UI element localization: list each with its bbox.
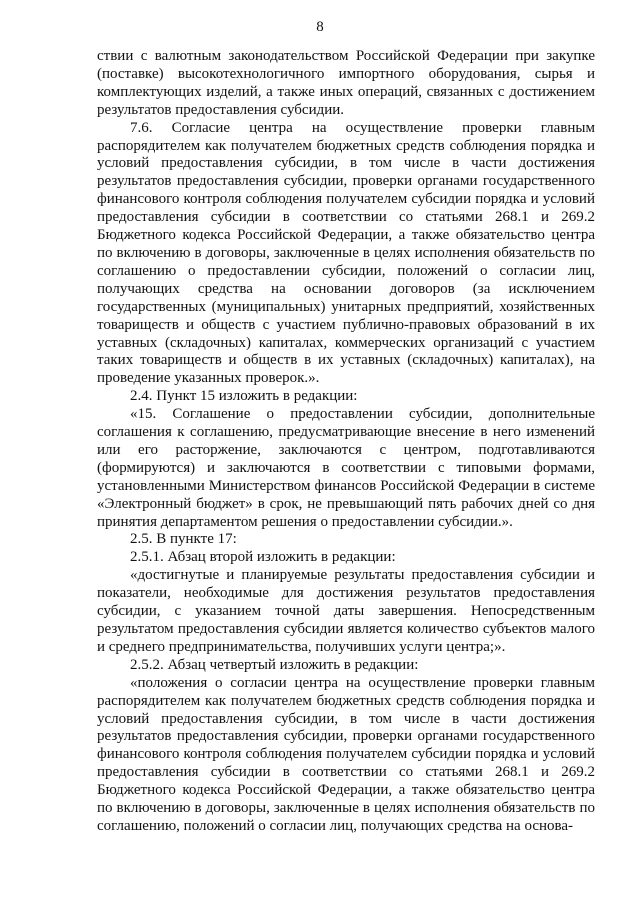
paragraph: 7.6. Согласие центра на осуществление проверки главным распорядителем как получателем бюджетных средств соблюдения порядка и условий предоставления субсидии, в том числе в части достижения результатов предоставления субсидии, проверки органами государственного финансового контроля соблюдения получателем субсидии порядка и условий предоставления субсидии в соответствии со статьями 268.1 и 269.2 Бюджетного кодекса Российской Федерации, а также обязательство центра по включению в договоры, заключенные в целях исполнения обязательств по соглашению о предоставлении субсидии, положений о согласии лиц, получающих средства на основании договоров (за исключением государственных (муниципальных) унитарных предприятий, хозяйственных товариществ и обществ с участием публично-правовых образований в их уставных (складочных) капиталах, коммерческих организаций с участием таких товариществ и обществ в их уставных (складочных) капиталах), на проведение указанных проверок.». xyxy=(97,119,595,387)
paragraph: 2.4. Пункт 15 изложить в редакции: xyxy=(130,388,358,405)
paragraph: «положения о согласии центра на осуществление проверки главным распорядителем как получателем бюджетных средств соблюдения порядка и условий предоставления субсидии, в том числе в части достижения результатов предоставления субсидии, проверки органами государственного финансового контроля соблюдения получателем субсидии порядка и условий предоставления субсидии в соответствии со статьями 268.1 и 269.2 Бюджетного кодекса Российской Федерации, а также обязательство центра по включению в договоры, заключенные в целях исполнения обязательств по соглашению, положений о согласии лиц, получающих средства на основа- xyxy=(97,674,595,834)
paragraph: ствии с валютным законодательством Российской Федерации при закупке (поставке) высокотехнологичного импортного оборудования, сырья и комплектующих изделий, а также иных операций, связанных с достижением результатов предоставления субсидии. xyxy=(97,48,595,118)
page-number: 8 xyxy=(316,19,324,35)
document-body xyxy=(97,48,595,836)
paragraph: 2.5.2. Абзац четвертый изложить в редакции: xyxy=(130,656,419,673)
paragraph: «15. Соглашение о предоставлении субсидии, дополнительные соглашения к соглашению, предусматривающие внесение в него изменений или его расторжение, заключаются с центром, подготавливаются (формируются) и заключаются в соответствии с типовыми формами, установленными Министерством финансов Российской Федерации в системе «Электронный бюджет» в срок, не превышающий пять рабочих дней со дня принятия департаментом решения о предоставлении субсидии.». xyxy=(97,406,595,530)
paragraph: 2.5. В пункте 17: xyxy=(130,531,237,548)
paragraph: 2.5.1. Абзац второй изложить в редакции: xyxy=(130,549,396,566)
paragraph: «достигнутые и планируемые результаты предоставления субсидии и показатели, необходимые для достижения результатов предоставления субсидии, с указанием точной даты завершения. Непосредственным результатом предоставления субсидии является количество субъектов малого и среднего предпринимательства, получивших услуги центра;». xyxy=(97,567,595,655)
